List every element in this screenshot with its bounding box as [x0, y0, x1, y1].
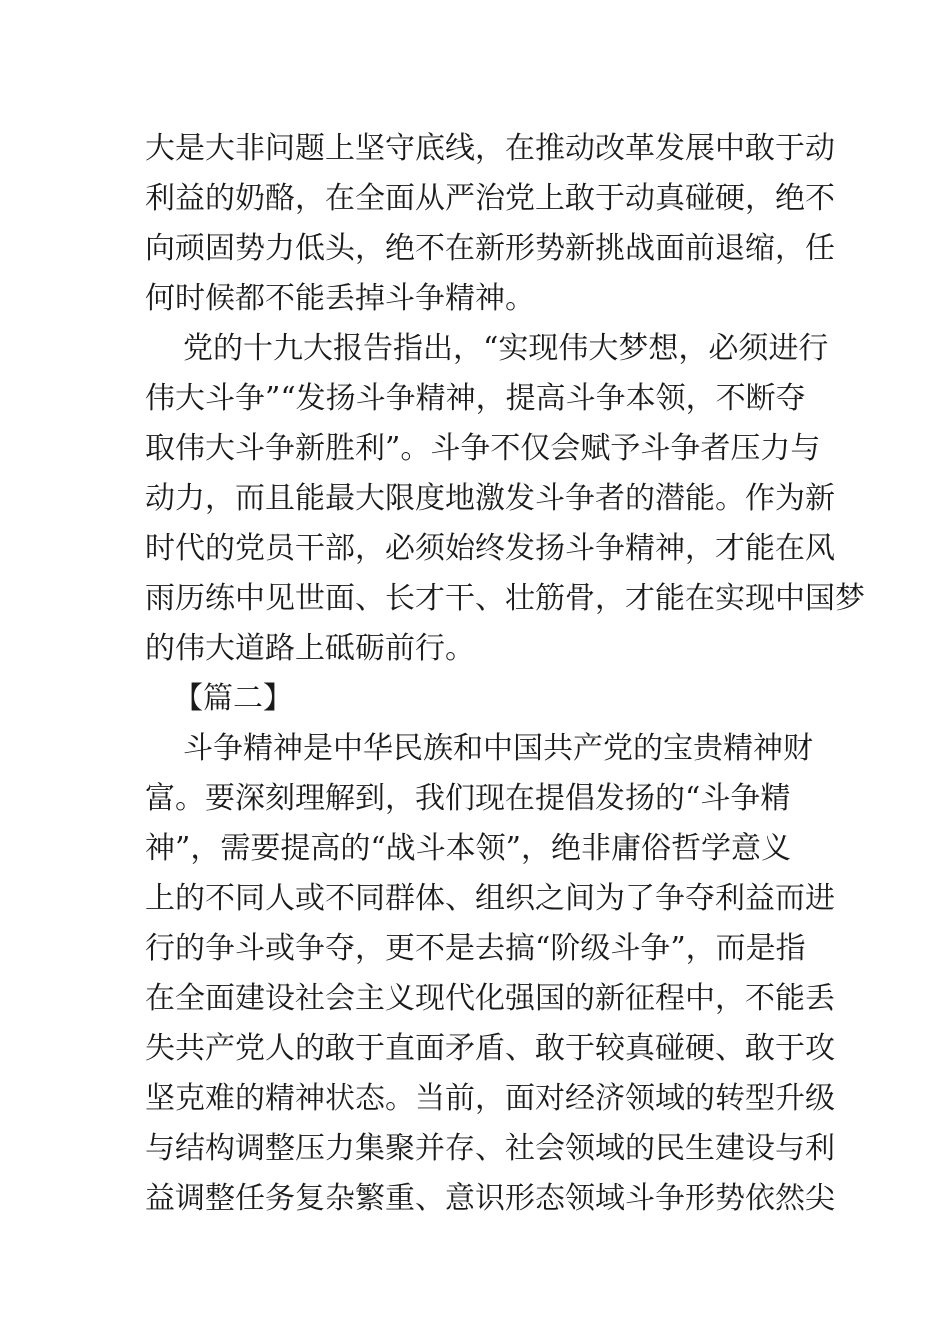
paragraph-line: 伟大斗争”“发扬斗争精神，提高斗争本领，不断夺	[145, 381, 806, 416]
paragraph-line: 在全面建设社会主义现代化强国的新征程中，不能丢	[145, 981, 835, 1016]
paragraph-3	[145, 724, 835, 1224]
paragraph-line: 党的十九大报告指出，“实现伟大梦想，必须进行	[183, 331, 829, 366]
paragraph-line: 雨历练中见世面、长才干、壮筋骨，才能在实现中国梦	[145, 581, 865, 616]
paragraph-line: 取伟大斗争新胜利”。斗争不仅会赋予斗争者压力与	[145, 431, 821, 466]
paragraph-line: 的伟大道路上砥砺前行。	[145, 631, 475, 666]
paragraph-line: 利益的奶酪，在全面从严治党上敢于动真碰硬，绝不	[145, 181, 835, 216]
paragraph-line: 上的不同人或不同群体、组织之间为了争夺利益而进	[145, 881, 835, 916]
paragraph-line: 行的争斗或争夺，更不是去搞“阶级斗争”，而是指	[145, 931, 806, 966]
paragraph-line: 时代的党员干部，必须始终发扬斗争精神，才能在风	[145, 531, 835, 566]
paragraph-line: 大是大非问题上坚守底线，在推动改革发展中敢于动	[145, 131, 835, 166]
document-body	[145, 124, 865, 1224]
paragraph-2	[145, 324, 865, 674]
paragraph-line: 富。要深刻理解到，我们现在提倡发扬的“斗争精	[145, 781, 791, 816]
paragraph-line: 向顽固势力低头，绝不在新形势新挑战面前退缩，任	[145, 231, 835, 266]
paragraph-line: 坚克难的精神状态。当前，面对经济领域的转型升级	[145, 1081, 835, 1116]
paragraph-line: 失共产党人的敢于直面矛盾、敢于较真碰硬、敢于攻	[145, 1031, 835, 1066]
paragraph-line: 益调整任务复杂繁重、意识形态领域斗争形势依然尖	[145, 1181, 835, 1216]
paragraph-line: 神”，需要提高的“战斗本领”，绝非庸俗哲学意义	[145, 831, 792, 866]
paragraph-line: 斗争精神是中华民族和中国共产党的宝贵精神财	[183, 731, 813, 766]
paragraph-1	[145, 124, 835, 324]
paragraph-line: 何时候都不能丢掉斗争精神。	[145, 281, 535, 316]
paragraph-line: 动力，而且能最大限度地激发斗争者的潜能。作为新	[145, 481, 835, 516]
section-heading: 【篇二】	[173, 681, 293, 716]
paragraph-line: 与结构调整压力集聚并存、社会领域的民生建设与利	[145, 1131, 835, 1166]
